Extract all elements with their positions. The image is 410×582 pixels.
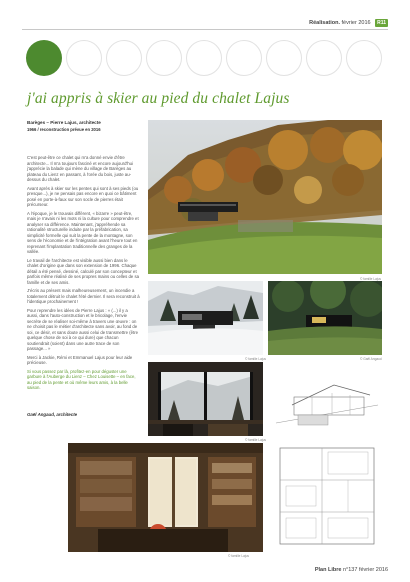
decorative-circle xyxy=(306,40,342,76)
chalet-autumn-image xyxy=(148,120,382,274)
header-date: février 2016 xyxy=(341,20,371,26)
page-header xyxy=(309,19,388,27)
page-number-badge: R11 xyxy=(377,20,386,26)
interior-bookshelf-image xyxy=(68,443,263,552)
photo-interior-bookshelf xyxy=(68,443,263,552)
article-body xyxy=(27,155,140,394)
photo-credit: © Gaël Angaud xyxy=(360,357,382,361)
photo-credit: © famille Lajus xyxy=(245,357,266,361)
decorative-circle xyxy=(226,40,262,76)
page-footer xyxy=(315,567,388,573)
section-drawing xyxy=(272,365,382,431)
paragraph: C'est peut-être ce chalet qui m'a donné envie d'être architecte... Il m'a toujours fasciné et encore aujourd'hui j'apprécie la balade qui mène du village de Barèges au plateau du Lienz en passant, à l'orée du bois, juste au-dessus du chalet. xyxy=(27,155,134,182)
decorative-circle xyxy=(146,40,182,76)
header-rule xyxy=(22,29,388,30)
chalet-snow-image xyxy=(148,281,263,355)
section-label: Réalisation. xyxy=(309,20,340,26)
paragraph: A l'époque, je le trouvais différent, « bizarre » peut-être, mais je n'avais ni les mots ni la culture pour comprendre et analyser sa différence. Maintenant, j'appréhende sa rationalité structurelle induite par la préfabrication, sa simplicité formelle qui suit la pente de la montagne, son sens de l'économie et de l'intégration avant l'heure tout en reprenant l'implantation traditionnelle des granges de la vallée. xyxy=(27,210,139,254)
photo-credit: © famille Lajus xyxy=(228,554,249,558)
decorative-circle xyxy=(346,40,382,76)
section-drawing-svg xyxy=(272,365,382,431)
paragraph: Avant après à skier sur les pentes qui sont à ses pieds (ou presque...), je ne pensais pas encore en quoi ce bâtiment posé en porte-à-faux sur son socle de pierres était précurseur. xyxy=(27,185,139,207)
floor-plan-svg xyxy=(272,440,382,552)
photo-credit: © famille Lajus xyxy=(245,438,266,442)
photo-chalet-autumn xyxy=(148,120,382,274)
decorative-circle-filled xyxy=(26,40,62,76)
article-title: j'ai appris à skier au pied du chalet Lajus xyxy=(27,90,290,107)
issue-number: n°137 xyxy=(342,567,358,573)
paragraph: Merci à Jackie, Rémi et Emmanuel Lajus pour leur aide précieuse. xyxy=(27,354,133,365)
decorative-circle xyxy=(186,40,222,76)
decorative-circle xyxy=(106,40,142,76)
chalet-night-image xyxy=(268,281,382,355)
photo-credit: © famille Lajus xyxy=(360,277,381,281)
project-name: Barèges – Pierre Lajus, architecte xyxy=(27,120,101,125)
interior-window-image xyxy=(148,362,263,436)
photo-chalet-snow xyxy=(148,281,263,355)
magazine-name: Plan Libre xyxy=(314,567,342,573)
paragraph: J'écris au présent mais malheureusement, un incendie a totalement détruit le chalet l'été dernier. Il sera reconstruit à l'identique prochainement ! xyxy=(27,288,140,304)
photo-chalet-night xyxy=(268,281,382,355)
project-dates: 1966 / reconstruction prévue en 2016 xyxy=(27,127,101,132)
paragraph: Pour reprendre les idées de Pierre Lajus : « (...) il y a aussi, dans l'auto-construction et le bricolage, l'envie secrète de se réaliser soi-même à travers une œuvre : on ne choisit pas le métier d'architecte sans avoir, au fond de soi, ce désir, et sans doute aussi celui de transmettre (être quelque chose de soi à ce qui dure) que chacun soutiendrait (soient) dans une autre trace de son passage... » xyxy=(27,307,139,351)
decorative-circle xyxy=(66,40,102,76)
footer-date: février 2016 xyxy=(358,567,388,573)
signature: Gaël Angaud, architecte xyxy=(27,412,78,417)
paragraph: Si vous passez par là, profitez-en pour déguster une garbure à l'Auberge du Lienz – Chez Louisette – en face, au pied de la pente et où même leurs amis, à la belle saison. xyxy=(27,368,136,390)
floor-plan-drawing xyxy=(272,440,382,552)
photo-interior-window xyxy=(148,362,263,436)
decorative-circle xyxy=(266,40,302,76)
paragraph: Le travail de l'architecte est visible aussi bien dans le chalet d'origine que dans son extension de 1996. Chaque détail a été pensé, dessiné, calculé par son concepteur et parfois même réalisé de ses propres mains ou celles de sa famille et de ses amis. xyxy=(27,257,140,285)
